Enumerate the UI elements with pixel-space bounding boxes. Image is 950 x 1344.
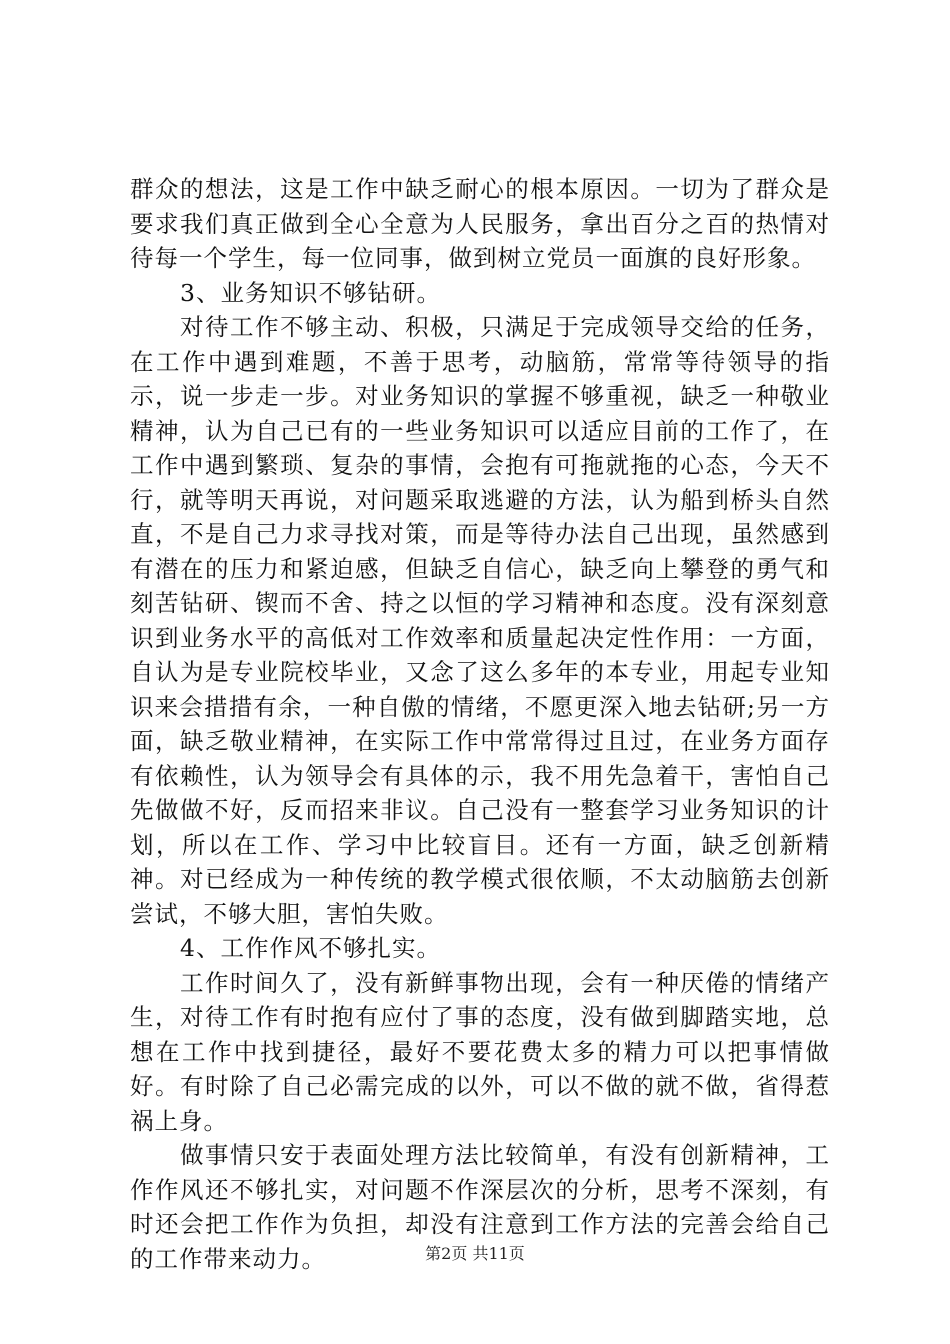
paragraph-intro: 群众的想法，这是工作中缺乏耐心的根本原因。一切为了群众是要求我们真正做到全心全意为人民服务，拿出百分之百的热情对待每一个学生，每一位同事，做到树立党员一面旗的良好形象。 — [130, 175, 830, 272]
page-number-footer: 第2页 共11页 — [425, 1244, 525, 1263]
section-heading-4: 4、工作作风不够扎实。 — [180, 934, 441, 962]
document-body — [130, 172, 830, 1276]
paragraph-work-style-2: 做事情只安于表面处理方法比较简单，有没有创新精神，工作作风还不够扎实，对问题不作深层次的分析，思考不深刻，有时还会把工作作为负担，却没有注意到工作方法的完善会给自己的工作带来动力。 — [130, 1141, 830, 1273]
paragraph-work-style-1: 工作时间久了，没有新鲜事物出现，会有一种厌倦的情绪产生，对待工作有时抱有应付了事的态度，没有做到脚踏实地，总想在工作中找到捷径，最好不要花费太多的精力可以把事情做好。有时除了自己必需完成的以外，可以不做的就不做，省得惹祸上身。 — [130, 968, 830, 1135]
section-heading-3: 3、业务知识不够钻研。 — [180, 278, 441, 307]
paragraph-business-knowledge: 对待工作不够主动、积极，只满足于完成领导交给的任务，在工作中遇到难题，不善于思考，动脑筋，常常等待领导的指示，说一步走一步。对业务知识的掌握不够重视，缺乏一种敬业精神，认为自己已有的一些业务知识可以适应目前的工作了，在工作中遇到繁琐、复杂的事情，会抱有可拖就拖的心态，今天不行，就等明天再说，对问题采取逃避的方法，认为船到桥头自然直，不是自己力求寻找对策，而是等待办法自己出现，虽然感到有潜在的压力和紧迫感，但缺乏自信心，缺乏向上攀登的勇气和刻苦钻研、锲而不舍、持之以恒的学习精神和态度。没有深刻意识到业务水平的高低对工作效率和质量起决定性作用：一方面，自认为是专业院校毕业，又念了这么多年的本专业，用起专业知识来会措措有余，一种自傲的情绪，不愿更深入地去钻研;另一方面，缺乏敬业精神，在实际工作中常常得过且过，在业务方面存有依赖性，认为领导会有具体的示，我不用先急着干，害怕自己先做做不好，反而招来非议。自己没有一整套学习业务知识的计划，所以在工作、学习中比较盲目。还有一方面，缺乏创新精神。对已经成为一种传统的教学模式很依顺，不太动脑筋去创新尝试，不够大胆，害怕失败。 — [130, 313, 830, 928]
